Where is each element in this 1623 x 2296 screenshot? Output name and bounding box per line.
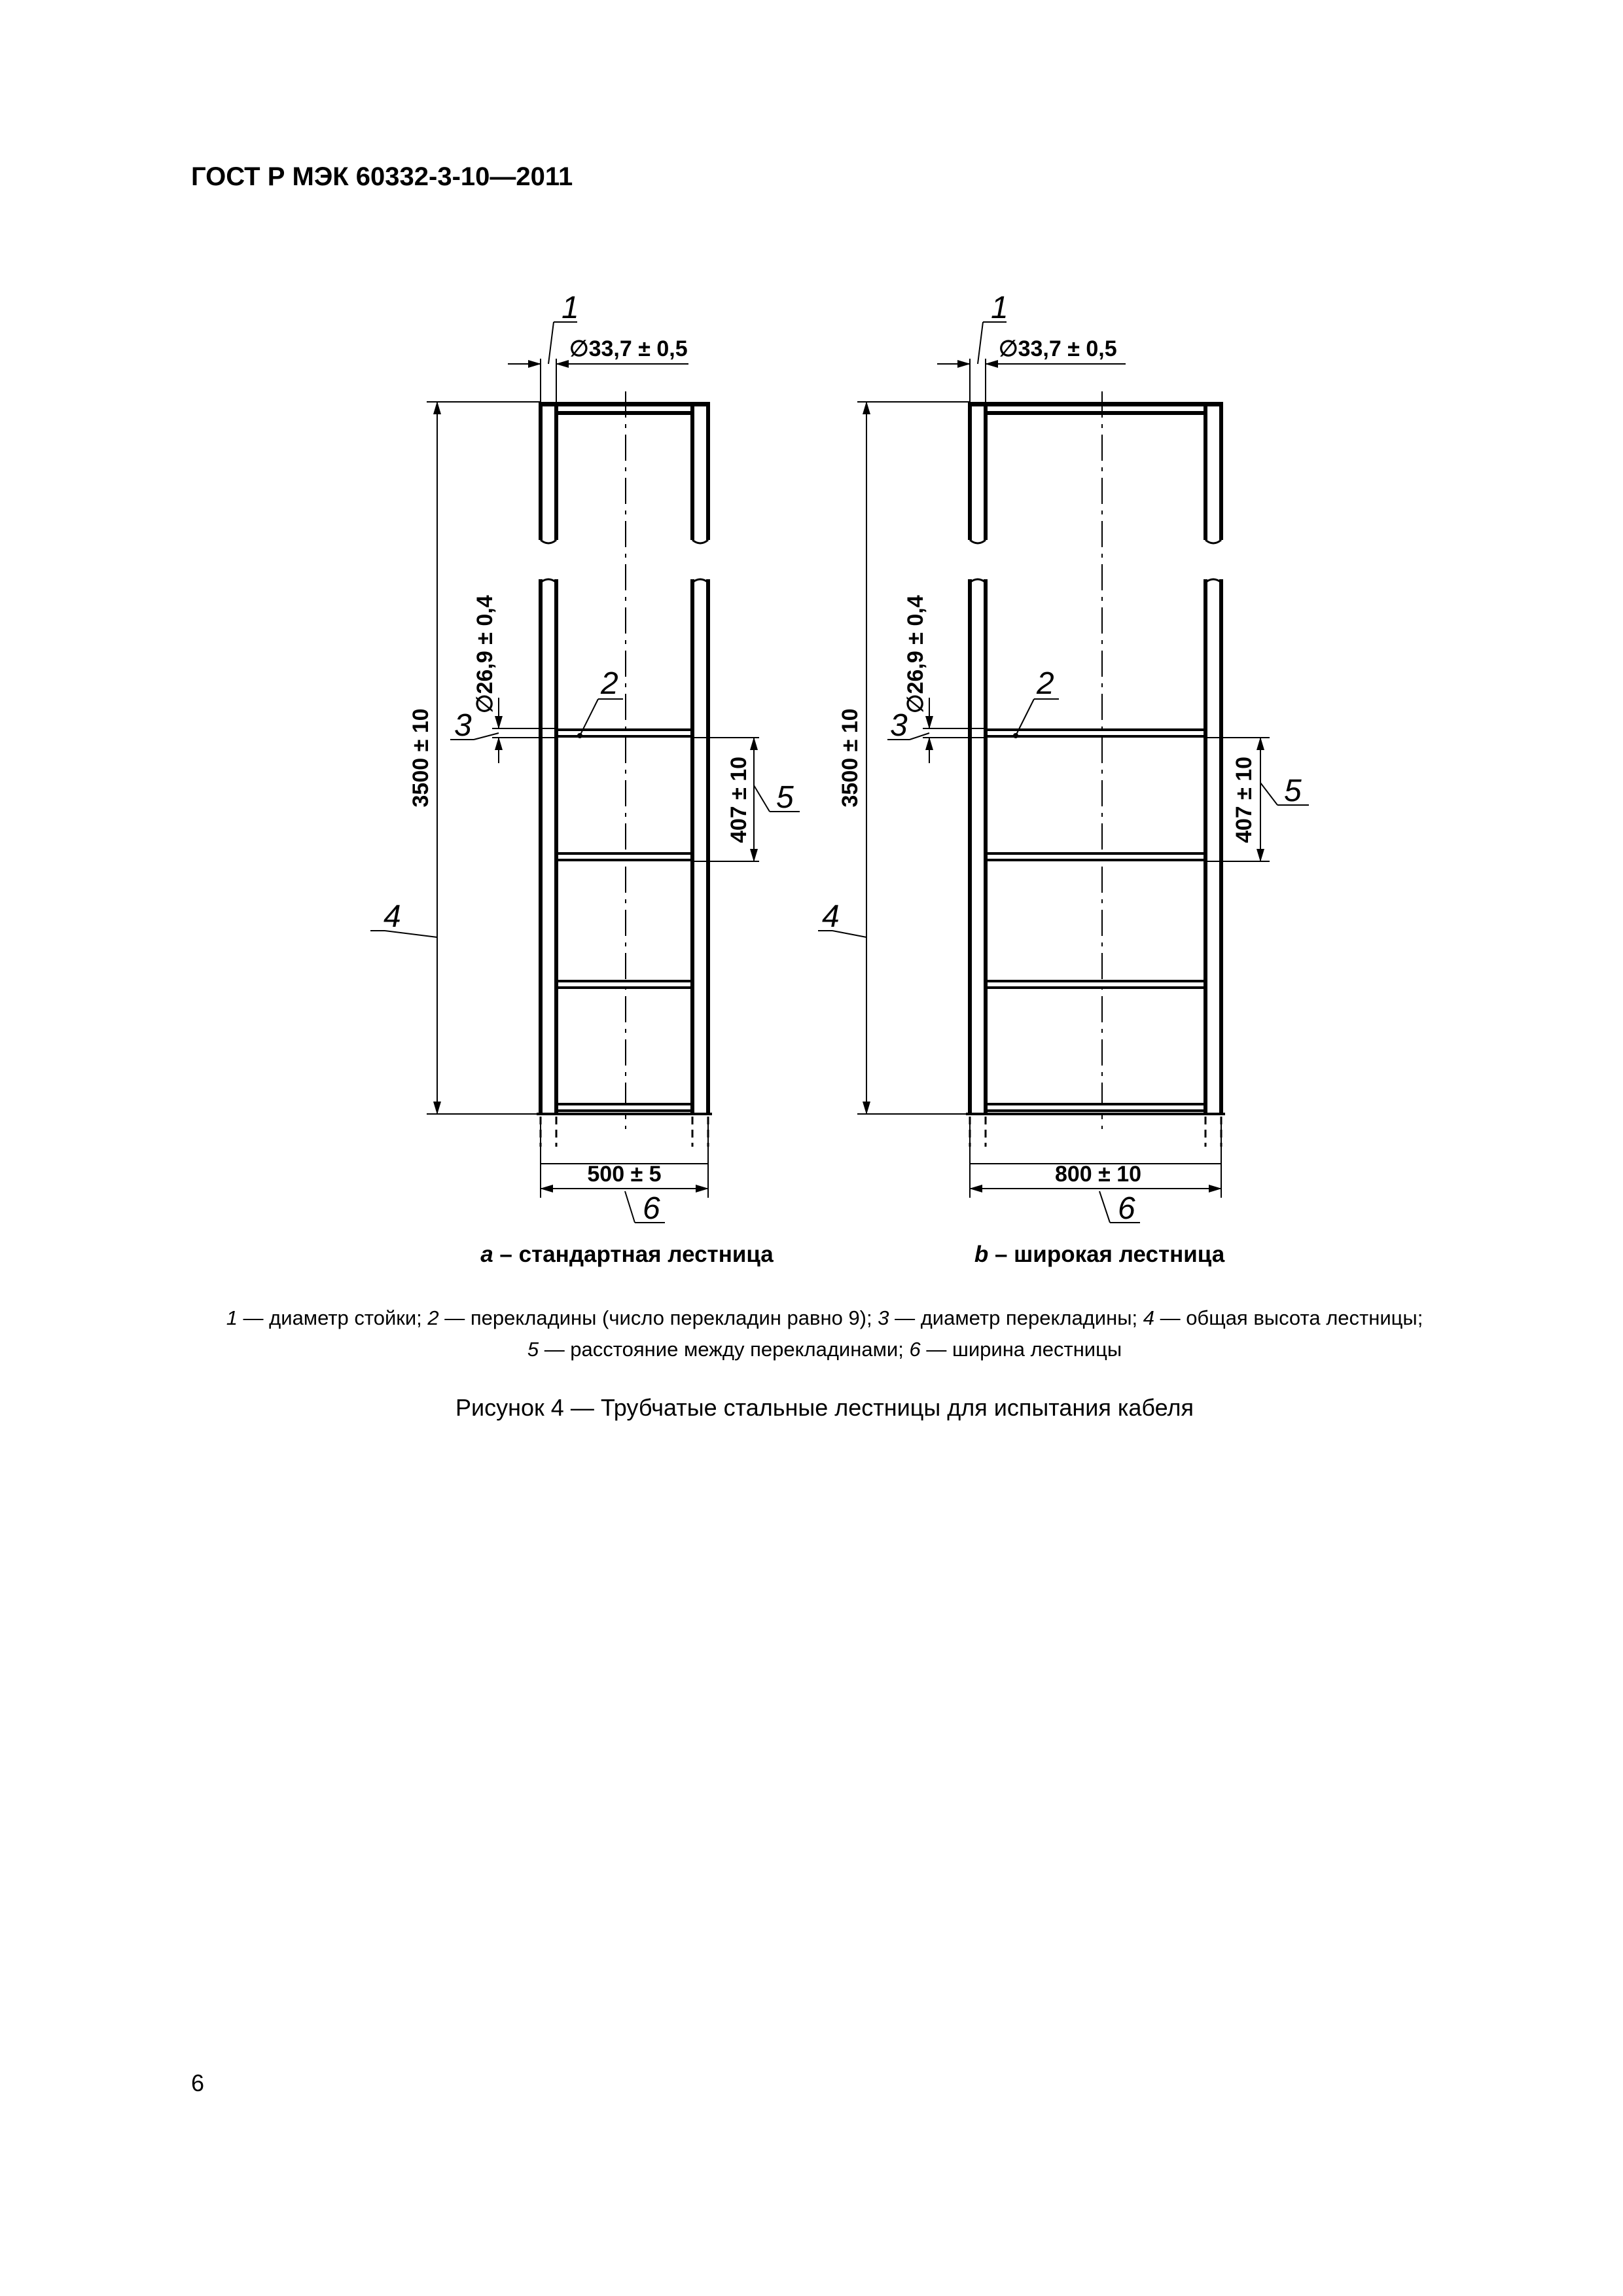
ladder-b-rung-diameter-dim: ∅26,9 ± 0,4	[903, 595, 928, 713]
legend-num-4: 4	[1143, 1306, 1154, 1329]
ladder-a-caption-text: – стандартная лестница	[493, 1242, 774, 1267]
callout-5-b: 5	[1284, 774, 1302, 808]
legend-text-5: — расстояние между перекладинами;	[539, 1338, 910, 1361]
ladder-b-height-dim: 3500 ± 10	[838, 708, 863, 808]
callout-1-b: 1	[991, 291, 1008, 325]
legend-line-2	[157, 1334, 1492, 1365]
callout-6-b: 6	[1118, 1191, 1135, 1226]
callout-5-a: 5	[776, 780, 794, 815]
callout-3-a: 3	[454, 708, 472, 743]
callout-6-a: 6	[643, 1191, 660, 1226]
legend-num-2: 2	[427, 1306, 439, 1329]
ladder-a-rung-pitch-dim: 407 ± 10	[726, 756, 751, 844]
callout-3-b: 3	[890, 708, 908, 743]
ladder-a-height-dim: 3500 ± 10	[408, 708, 433, 808]
page-number: 6	[191, 2070, 205, 2096]
callout-1-a: 1	[562, 291, 579, 325]
legend-text-1: — диаметр стойки;	[237, 1306, 428, 1329]
ladder-b-width-dim: 800 ± 10	[1054, 1162, 1142, 1187]
ladder-a-width-dim: 500 ± 5	[587, 1162, 662, 1187]
legend-text-4: — общая высота лестницы;	[1154, 1306, 1423, 1329]
legend-line-1	[157, 1302, 1492, 1334]
legend-text-3: — диаметр перекладины;	[889, 1306, 1143, 1329]
legend-text-6: — ширина лестницы	[920, 1338, 1122, 1361]
figure-legend	[157, 1302, 1492, 1365]
ladder-b-caption-letter: b	[974, 1242, 989, 1267]
ladder-b-rung-pitch-dim: 407 ± 10	[1232, 756, 1257, 844]
legend-num-3: 3	[878, 1306, 889, 1329]
legend-text-2: — перекладины (число перекладин равно 9);	[438, 1306, 878, 1329]
ladder-a-stile-diameter-dim: ∅33,7 ± 0,5	[569, 336, 688, 361]
document-header: ГОСТ Р МЭК 60332-3-10—2011	[191, 162, 573, 191]
callout-4-b: 4	[822, 899, 840, 934]
callout-2-a: 2	[601, 666, 618, 701]
callout-2-b: 2	[1037, 666, 1054, 701]
legend-num-1: 1	[226, 1306, 238, 1329]
ladder-a-caption-letter: a	[480, 1242, 493, 1267]
figure-caption: Рисунок 4 — Трубчатые стальные лестницы для испытания кабеля	[455, 1394, 1194, 1421]
ladder-a-caption	[480, 1242, 774, 1267]
ladder-b-stile-diameter-dim: ∅33,7 ± 0,5	[999, 336, 1117, 361]
ladder-b-caption-text: – широкая лестница	[988, 1242, 1225, 1267]
legend-num-6: 6	[909, 1338, 921, 1361]
ladder-b	[818, 291, 1309, 1267]
ladder-b-caption	[974, 1242, 1225, 1267]
callout-4-a: 4	[383, 899, 401, 934]
legend-num-5: 5	[527, 1338, 539, 1361]
ladder-a	[370, 291, 800, 1267]
ladder-a-rung-diameter-dim: ∅26,9 ± 0,4	[473, 595, 497, 713]
